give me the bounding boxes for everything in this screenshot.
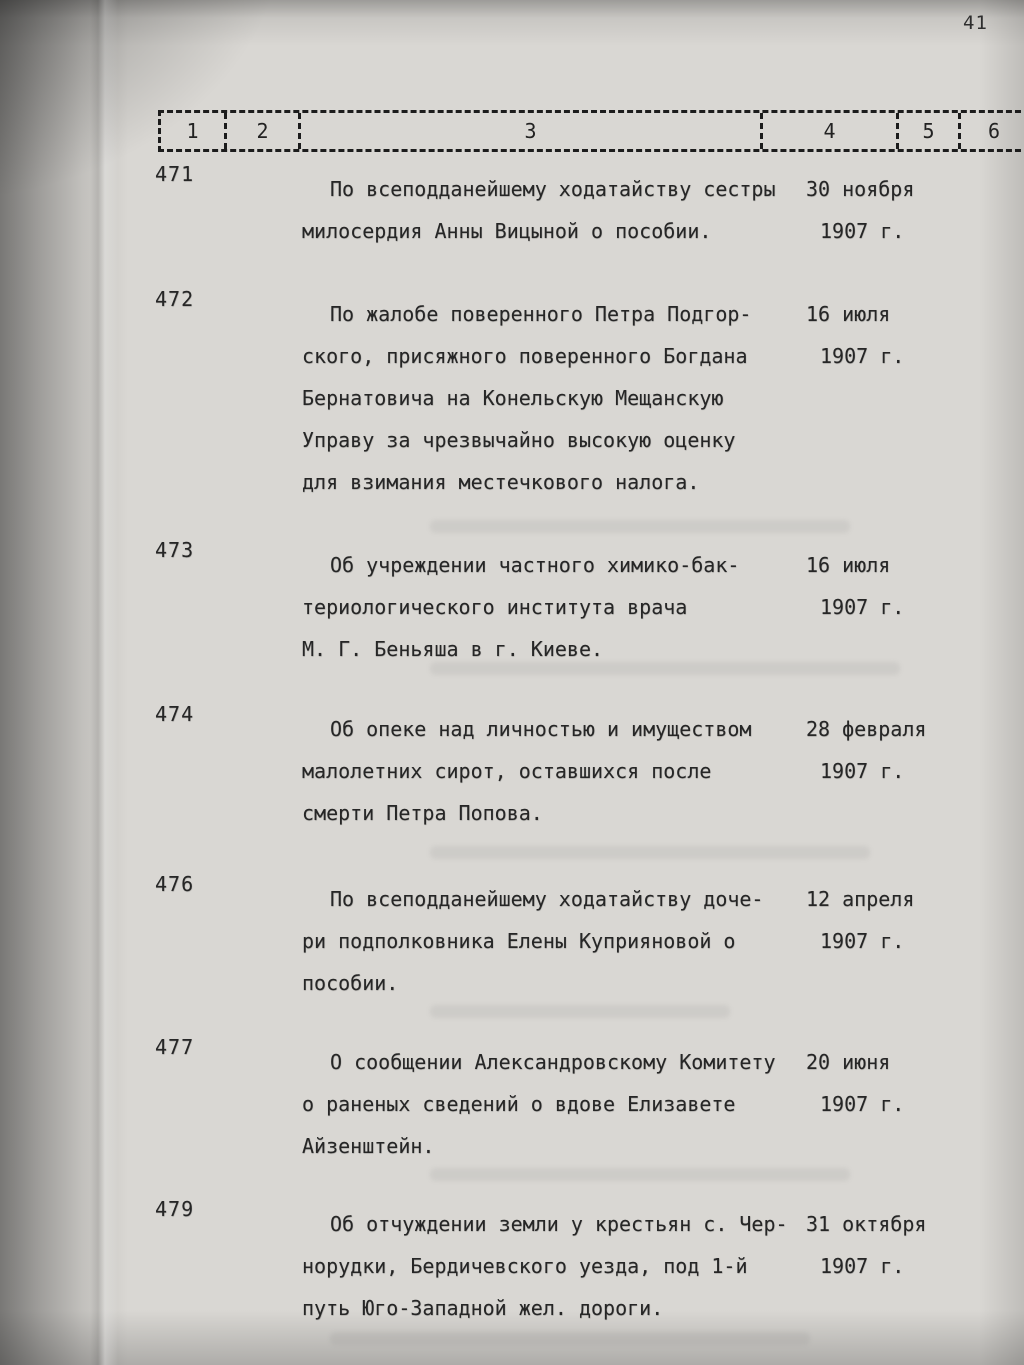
entry-date-year: 1907 г.: [820, 929, 905, 953]
entry-date: [806, 293, 904, 377]
entry-number: 474: [155, 702, 195, 726]
entry-date-day: 12 апреля: [806, 887, 915, 911]
column-header-6: 6: [961, 113, 1024, 149]
entry-date: [806, 708, 926, 792]
column-header-5: 5: [899, 113, 961, 149]
entry-date-year: 1907 г.: [820, 1092, 905, 1116]
entry-description-line: для взимания местечкового налога.: [302, 470, 700, 494]
entry-number: 473: [155, 538, 195, 562]
entry-description: [302, 878, 792, 1004]
entry-description-line: пособии.: [302, 971, 399, 995]
entry-number: 477: [155, 1035, 195, 1059]
entry-date-year: 1907 г.: [820, 759, 905, 783]
entry-description-line: ского, присяжного поверенного Богдана: [302, 344, 748, 368]
entry-description-line: О сообщении Александровскому Комитету: [330, 1050, 776, 1074]
column-header-1: 1: [161, 113, 227, 149]
entry-description-line: По всеподданейшему ходатайству доче-: [330, 887, 764, 911]
entry-description-line: ри подполковника Елены Куприяновой о: [302, 929, 736, 953]
entry-description-line: милосердия Анны Вицыной о пособии.: [302, 219, 712, 243]
column-header-3: 3: [301, 113, 763, 149]
entry-description-line: териологического института врача: [302, 595, 688, 619]
entry-description-line: путь Юго-Западной жел. дороги.: [302, 1296, 664, 1320]
entry-date-day: 16 июля: [806, 302, 891, 326]
entry-date: [806, 168, 914, 252]
entry-date-year: 1907 г.: [820, 219, 905, 243]
entry-description-line: Бернатовича на Конельскую Мещанскую: [302, 386, 724, 410]
entry-number: 476: [155, 872, 195, 896]
entry-date-year: 1907 г.: [820, 344, 905, 368]
entry-description-line: По всеподданейшему ходатайству сестры: [330, 177, 776, 201]
entry-description-line: норудки, Бердичевского уезда, под 1-й: [302, 1254, 748, 1278]
entry-date-day: 28 февраля: [806, 717, 927, 741]
entry-date-day: 30 ноября: [806, 177, 915, 201]
entry-number: 471: [155, 162, 195, 186]
entry-date-year: 1907 г.: [820, 1254, 905, 1278]
entry-description-line: По жалобе поверенного Петра Подгор-: [330, 302, 752, 326]
entry-description-line: Об учреждении частного химико-бак-: [330, 553, 740, 577]
entry-number: 479: [155, 1197, 195, 1221]
entry-date: [806, 1203, 926, 1287]
entry-date-year: 1907 г.: [820, 595, 905, 619]
entry-date-day: 16 июля: [806, 553, 891, 577]
entry-description-line: Айзенштейн.: [302, 1134, 435, 1158]
entry-date-day: 31 октября: [806, 1212, 927, 1236]
entry-description-line: Об отчуждении земли у крестьян с. Чер-: [330, 1212, 788, 1236]
entry-description-line: о раненых сведений о вдове Елизавете: [302, 1092, 736, 1116]
entry-date: [806, 878, 914, 962]
entry-description: [302, 1041, 792, 1167]
entry-date: [806, 1041, 904, 1125]
entry-description: [302, 708, 792, 834]
entry-description-line: Управу за чрезвычайно высокую оценку: [302, 428, 736, 452]
column-header-4: 4: [763, 113, 899, 149]
column-header-2: 2: [227, 113, 301, 149]
entry-date-day: 20 июня: [806, 1050, 891, 1074]
page-number: 41: [963, 12, 988, 34]
entry-description: [302, 544, 792, 670]
entry-date: [806, 544, 904, 628]
entry-description-line: смерти Петра Попова.: [302, 801, 543, 825]
entry-description: [302, 1203, 792, 1329]
entry-description-line: Об опеке над личностью и имуществом: [330, 717, 752, 741]
entry-description: [302, 168, 792, 252]
entry-description-line: малолетних сирот, оставшихся после: [302, 759, 712, 783]
entry-description: [302, 293, 792, 503]
entry-description-line: М. Г. Беньяша в г. Киеве.: [302, 637, 604, 661]
entry-number: 472: [155, 287, 195, 311]
